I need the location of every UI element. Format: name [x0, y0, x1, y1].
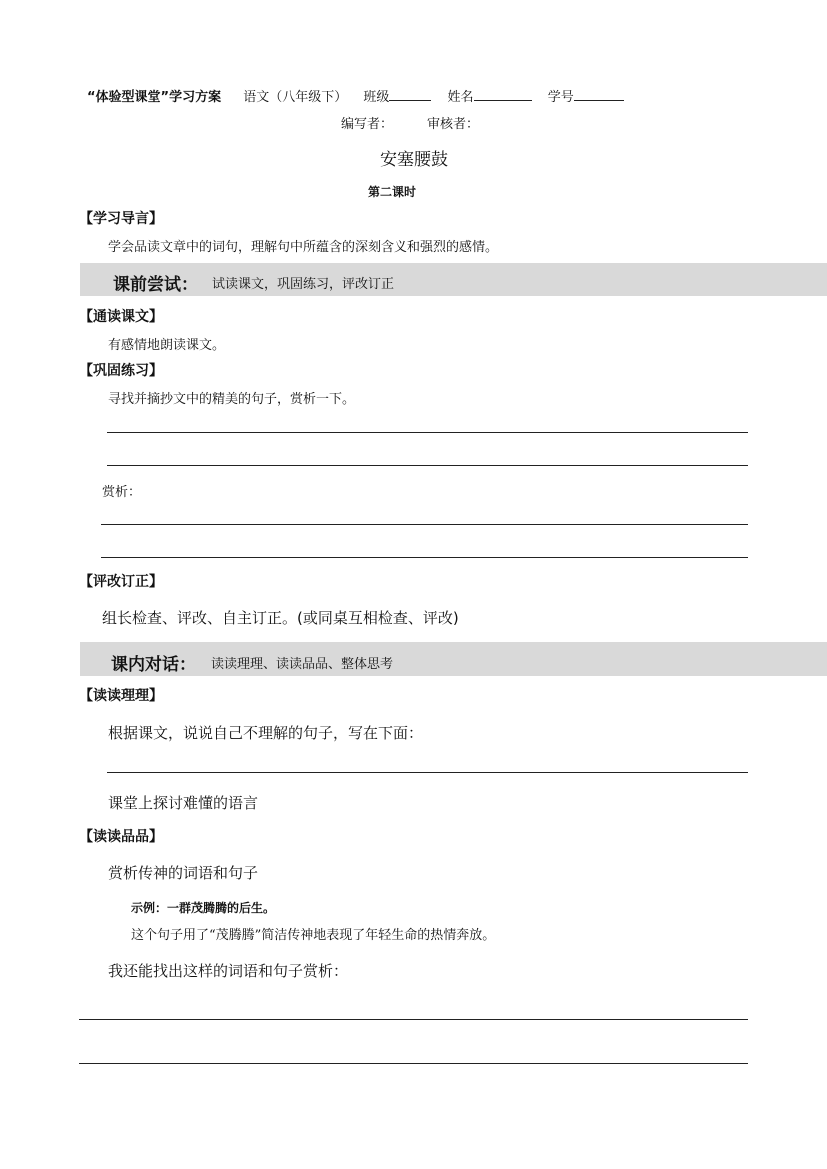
subject: 语文（八年级下）: [243, 90, 348, 105]
example-note: 这个句子用了“茂腾腾”简洁传神地表现了年轻生命的热情奔放。: [131, 928, 496, 943]
revise-heading: 【评改订正】: [79, 574, 163, 590]
class-label: 班级: [363, 90, 390, 105]
in-class-sub: 读读理理、读读品品、整体思考: [211, 657, 394, 672]
revise-text: 组长检查、评改、自主订正。(或同桌互相检查、评改): [102, 609, 459, 627]
understand-text: 根据课文，说说自己不理解的句子，写在下面：: [108, 724, 424, 742]
guide-text: 学会品读文章中的词句，理解句中所蕴含的深刻含义和强烈的感情。: [108, 240, 499, 255]
answer-line[interactable]: [79, 1019, 748, 1020]
name-label: 姓名: [447, 90, 474, 105]
read-text: 有感情地朗读课文。: [108, 338, 226, 353]
id-blank[interactable]: [574, 88, 624, 101]
practice-text: 寻找并摘抄文中的精美的句子，赏析一下。: [108, 392, 356, 407]
program-title: “体验型课堂”学习方案: [87, 90, 222, 105]
in-class-title: 课内对话：: [111, 655, 196, 675]
answer-line[interactable]: [101, 524, 748, 525]
practice-heading: 【巩固练习】: [79, 363, 163, 379]
guide-heading: 【学习导言】: [79, 211, 163, 227]
page-title: 安塞腰鼓: [380, 150, 448, 170]
header-line: [87, 86, 624, 105]
answer-line[interactable]: [107, 465, 748, 466]
answer-line[interactable]: [101, 557, 748, 558]
name-blank[interactable]: [474, 88, 532, 101]
answer-line[interactable]: [107, 772, 748, 773]
savor-heading: 【读读品品】: [79, 829, 163, 845]
pre-class-title: 课前尝试：: [113, 275, 198, 295]
lesson-subtitle: 第二课时: [368, 185, 417, 199]
id-label: 学号: [547, 90, 574, 105]
reviewer-label: 审核者：: [427, 117, 480, 132]
answer-line[interactable]: [107, 432, 748, 433]
appreciate-label: 赏析：: [102, 485, 142, 500]
class-blank[interactable]: [389, 88, 431, 101]
read-heading: 【通读课文】: [79, 309, 163, 325]
answer-line[interactable]: [79, 1063, 748, 1064]
example-sentence: 示例：一群茂腾腾的后生。: [131, 901, 276, 915]
understand-text-2: 课堂上探讨难懂的语言: [108, 794, 259, 812]
savor-text-2: 我还能找出这样的词语和句子赏析：: [108, 962, 349, 980]
author-label: 编写者：: [341, 117, 394, 132]
understand-heading: 【读读理理】: [79, 688, 163, 704]
pre-class-sub: 试读课文，巩固练习，评改订正: [212, 277, 395, 292]
savor-text: 赏析传神的词语和句子: [108, 864, 259, 882]
